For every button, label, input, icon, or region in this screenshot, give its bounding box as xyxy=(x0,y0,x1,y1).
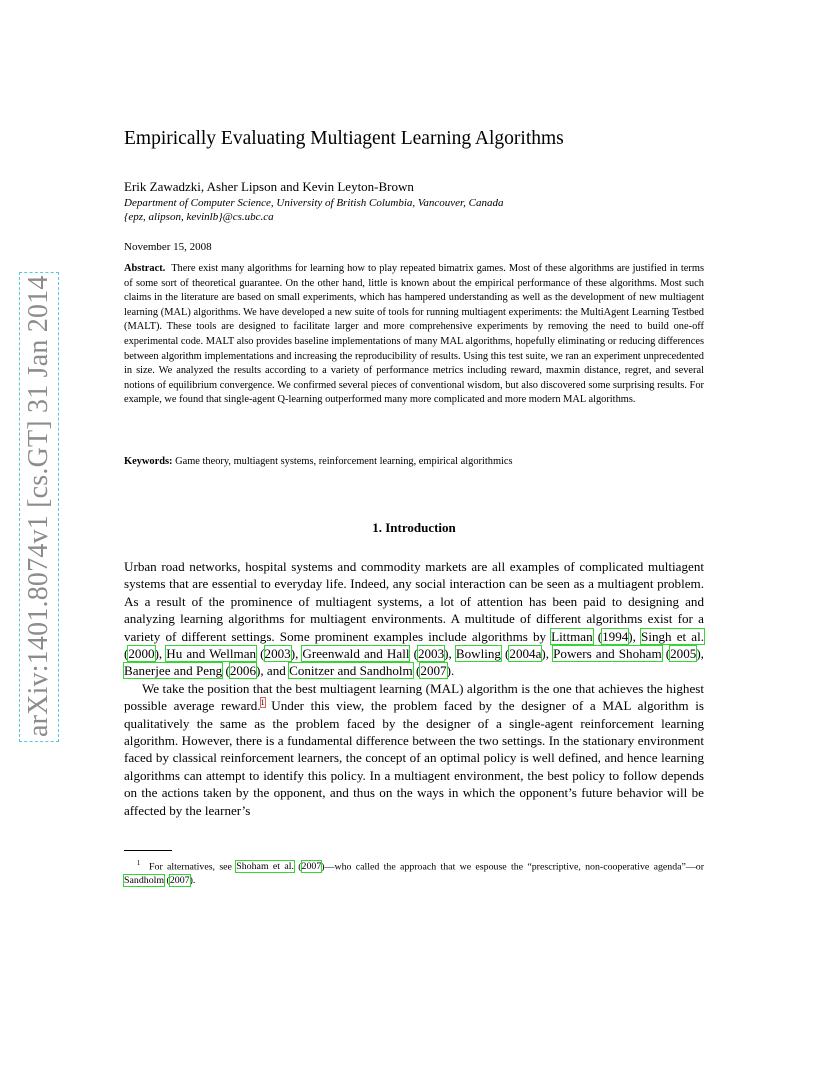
authors: Erik Zawadzki, Asher Lipson and Kevin Leyton-Brown xyxy=(124,179,414,194)
footnote-mark: 1 xyxy=(136,859,141,867)
citation-year-link[interactable]: 2007 xyxy=(169,875,190,887)
intro-p2-text-a: We take the position that the best multiagent learning (MAL) algorithm is the one that achieves the highest possible average reward. xyxy=(124,680,704,714)
footnote-text-c: . xyxy=(192,875,196,887)
citation-year-link[interactable]: 2007 xyxy=(420,663,447,679)
paper-title: Empirically Evaluating Multiagent Learning Algorithms xyxy=(124,128,564,149)
introduction-body xyxy=(124,558,704,819)
citation-year-link[interactable]: 2000 xyxy=(128,646,155,662)
citation-link[interactable]: Littman xyxy=(551,628,593,644)
paper-date: November 15, 2008 xyxy=(124,241,212,253)
footnote-reference-link[interactable]: 1 xyxy=(260,697,265,707)
citation-year-link[interactable]: 2003 xyxy=(417,646,445,662)
citation-link[interactable]: Banerjee and Peng xyxy=(124,663,223,679)
abstract xyxy=(124,262,704,408)
footnote: $^1$ For alternatives, see Shoham et al. (2007)—who called the approach that we espouse the “prescriptive, non-cooperative agenda”—or Sandholm (2007). xyxy=(124,859,705,887)
keywords-label: Keywords: xyxy=(124,456,173,467)
author-email: {epz, alipson, kevinlb}@cs.ubc.ca xyxy=(124,211,274,223)
citation-year-link[interactable]: 2006 xyxy=(229,663,256,679)
footnote-text-a: For alternatives, see xyxy=(149,861,232,873)
intro-paragraph-1: Urban road networks, hospital systems and commodity markets are all examples of complicated multiagent systems that are essential to everyday life. Indeed, any social interaction can be seen as a multiagent problem. As a result of the prominence of multiagent systems, a lot of attention has been paid to designing and analyzing learning algorithms for multiagent environments. A multitude of different algorithms exist for a variety of different settings. Some prominent examples include algorithms by Littman (1994), Singh et al. (2000), Hu and Wellman (2003), Greenwald and Hall (2003), Bowling (2004a), Powers and Shoham (2005), Banerjee and Peng (2006), and Conitzer and Sandholm (2007). xyxy=(124,559,704,679)
keywords xyxy=(124,455,704,469)
citation-link[interactable]: Powers and Shoham xyxy=(553,646,662,662)
citation-link[interactable]: Bowling xyxy=(455,646,501,662)
citation-year-link[interactable]: 2007 xyxy=(301,861,322,873)
citation-year-link[interactable]: 1994 xyxy=(602,628,629,644)
citation-link[interactable]: Conitzer and Sandholm xyxy=(289,663,413,679)
keywords-text: Game theory, multiagent systems, reinforcement learning, empirical algorithmics xyxy=(175,456,513,467)
section-heading-introduction: 1. Introduction xyxy=(372,520,456,535)
citation-year-link[interactable]: 2005 xyxy=(670,646,697,662)
citation-year-link[interactable]: 2003 xyxy=(264,646,291,662)
citation-year-link[interactable]: 2004a xyxy=(509,646,542,662)
abstract-label: Abstract. xyxy=(124,263,166,274)
footnote-divider xyxy=(124,850,172,851)
arxiv-side-stamp: arXiv:1401.8074v1 [cs.GT] 31 Jan 2014 xyxy=(19,272,59,742)
citation-link[interactable]: Singh et al. xyxy=(641,628,704,644)
citation-link[interactable]: Hu and Wellman xyxy=(166,646,257,662)
footnote-text-b: —who called the approach that we espouse the “prescriptive, non-cooperative agenda”—or xyxy=(324,861,705,873)
intro-p1-text: Urban road networks, hospital systems and commodity markets are all examples of complicated multiagent systems that are essential to everyday life. Indeed, any social interaction can be seen as a multiagent problem. As a result of the prominence of multiagent systems, a lot of attention has been paid to designing and analyzing learning algorithms for multiagent environments. A multitude of different algorithms exist for a variety of different settings. Some prominent examples include algorithms by xyxy=(124,559,704,644)
affiliation: Department of Computer Science, University of British Columbia, Vancouver, Canada xyxy=(124,197,504,209)
abstract-text: There exist many algorithms for learning how to play repeated bimatrix games. Most of these algorithms are justified in terms of some sort of theoretical guarantee. On the other hand, little is known about the empirical performance of these algorithms. Most such claims in the literature are based on small experiments, which has hampered understanding as well as the development of new multiagent learning (MAL) algorithms. We have developed a new suite of tools for running multiagent experiments: the MultiAgent Learning Testbed (MALT). These tools are designed to facilitate larger and more comprehensive experiments by removing the need to build one-off experimental code. MALT also provides baseline implementations of many MAL algorithms, hopefully eliminating or reducing differences between algorithm implementations and increasing the reproducibility of results. Using this test suite, we ran an experiment unprecedented in size. We analyzed the results according to a variety of performance metrics including reward, maxmin distance, regret, and several notions of equilibrium convergence. We confirmed several pieces of conventional wisdom, but also discovered some surprising results. For example, we found that single-agent Q-learning outperformed many more complicated and more modern MAL algorithms. xyxy=(124,263,704,406)
intro-paragraph-2 xyxy=(124,680,704,819)
citation-link[interactable]: Greenwald and Hall xyxy=(302,646,410,662)
citation-link[interactable]: Sandholm xyxy=(124,875,165,887)
citation-link[interactable]: Shoham et al. xyxy=(236,861,294,873)
intro-p2-text-b: Under this view, the problem faced by the designer of a MAL algorithm is qualitatively the same as the problem faced by the designer of a single-agent reinforcement learning algorithm. However, there is a fundamental difference between the two settings. In the stationary environment faced by classical reinforcement learners, the concept of an optimal policy is well defined, and hence learning algorithms can attempt to identify this policy. In a multiagent environment, the best policy to follow depends on the actions taken by the opponent, and thus on the ways in which the opponent’s future behavior will be affected by the learner’s xyxy=(124,698,704,818)
